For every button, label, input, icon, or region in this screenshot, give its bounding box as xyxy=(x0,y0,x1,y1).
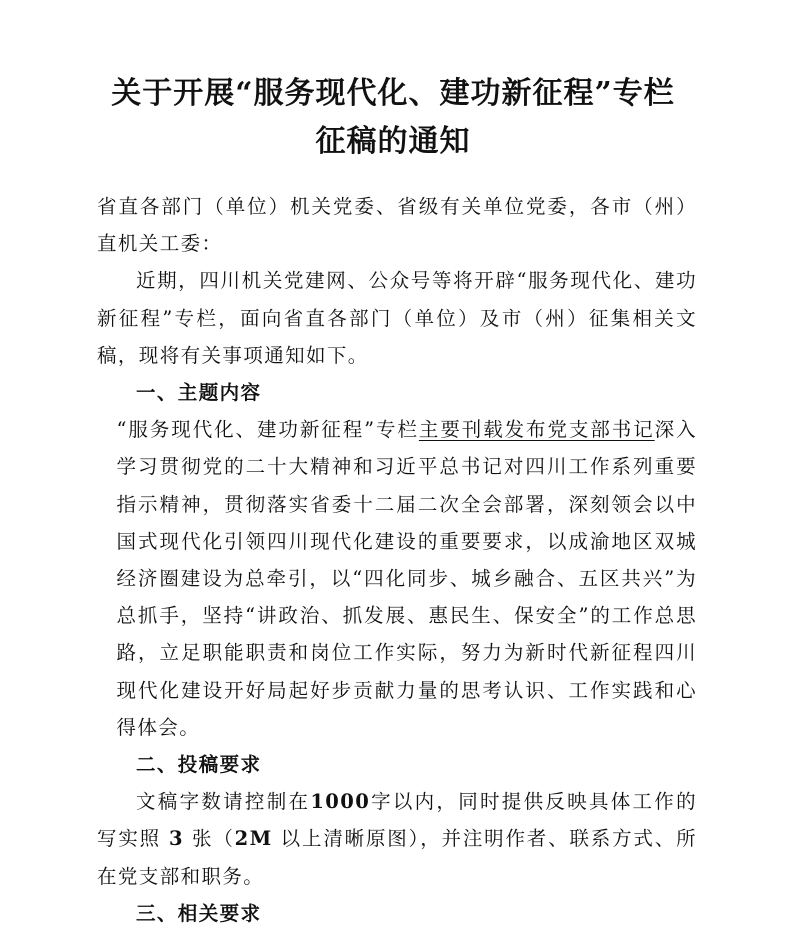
intro-paragraph: 近期，四川机关党建网、公众号等将开辟“服务现代化、建功新征程”专栏，面向省直各部门（单位）及市（州）征集相关文稿，现将有关事项通知如下。 xyxy=(97,269,697,367)
salutation: 省直各部门（单位）机关党委、省级有关单位党委，各市（州）直机关工委： xyxy=(97,195,697,256)
section-3-heading: 三、相关要求 xyxy=(136,901,262,925)
section-2-number-3: 2M xyxy=(234,827,273,851)
section-1-text-rest: 深入学习贯彻党的二十大精神和习近平总书记对四川工作系列重要指示精神，贯彻落实省委十二届二次全会部署，深刻领会以中国式现代化引领四川现代化建设的重要要求，以成渝地区双城经济圈建设为总牵引，以“四化同步、城乡融合、五区共兴”为总抓手，坚持“讲政治、抓发展、惠民生、保安全”的工作总思路，立足职能职责和岗位工作实际，努力为新时代新征程四川现代化建设开好局起好步贡献力量的思考认识、工作实践和心得体会。 xyxy=(116,418,697,739)
section-2-number-1: 1000 xyxy=(310,790,371,814)
section-1-underlined-text: 主要刊载发布党支部书记 xyxy=(418,418,655,442)
section-2-paragraph xyxy=(97,783,697,895)
section-2-number-2: 3 xyxy=(169,827,184,851)
section-2-heading: 二、投稿要求 xyxy=(136,753,262,777)
section-1-paragraph xyxy=(97,411,697,746)
document-title xyxy=(0,70,786,166)
title-line-2: 征稿的通知 xyxy=(315,124,471,159)
document-body xyxy=(97,188,697,932)
title-line-1: 关于开展“服务现代化、建功新征程”专栏 xyxy=(111,76,675,111)
section-1-heading: 一、主题内容 xyxy=(136,381,262,405)
section-2-text-4: 以上清晰原图），并注明作者、联系方式、所在党支部和职务。 xyxy=(97,827,697,888)
section-1-text-prefix: “服务现代化、建功新征程”专栏 xyxy=(116,418,419,442)
section-2-text-1: 文稿字数请控制在 xyxy=(136,790,311,814)
section-2-text-3: 张（ xyxy=(192,827,235,851)
section-2-text-2: 字以内，同时提供反映具体工作的写实照 xyxy=(97,790,697,851)
